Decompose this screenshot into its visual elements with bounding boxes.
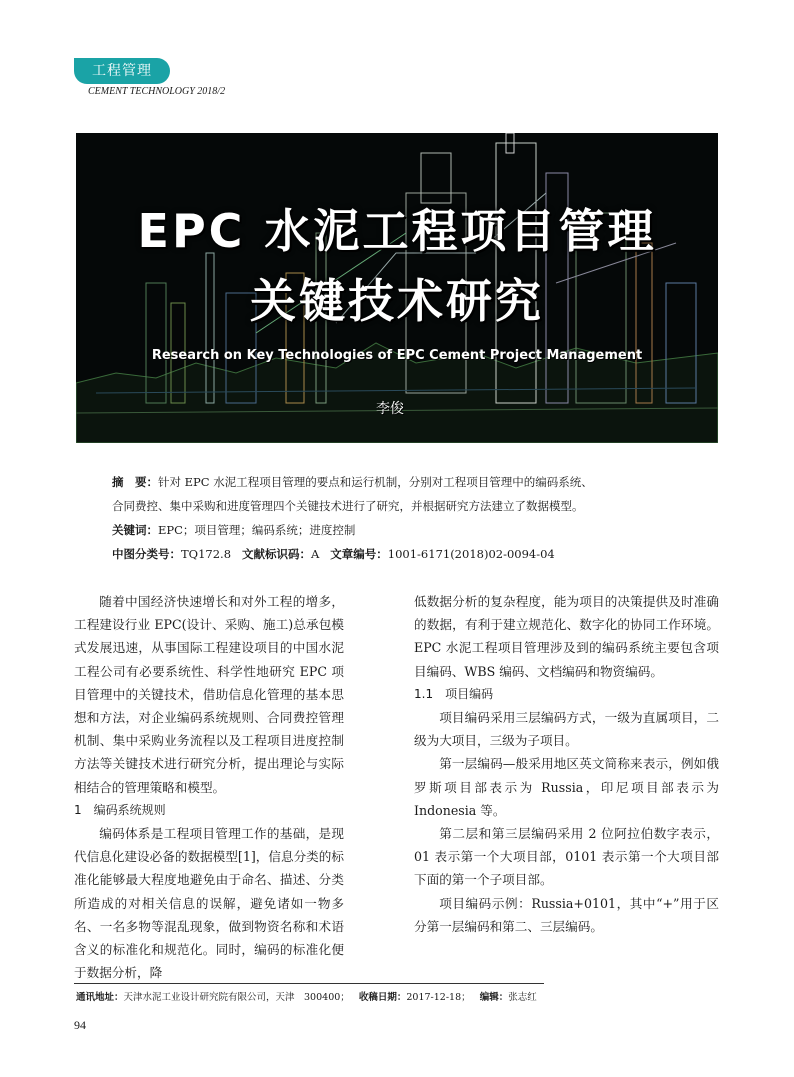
abstract-label: 摘 要：	[112, 475, 158, 489]
classification-label: 中图分类号：	[112, 547, 181, 561]
section-1-paragraph: 编码体系是工程项目管理工作的基础，是现代信息化建设必备的数据模型[1]，信息分类的标准化能够最大程度地避免由于命名、描述、分类所造成的对相关信息的误解，避免诸如一物多名、一名多物等混乱现象，做到物资名称和术语含义的标准化和规范化。同时，编码的标准化便于数据分析，降	[74, 826, 344, 981]
abstract-line-2: 合同费控、集中采购和进度管理四个关键技术进行了研究，并根据研究方法建立了数据模型。	[112, 499, 584, 513]
title-line-1: EPC 水泥工程项目管理	[137, 204, 657, 258]
banner-overlay	[76, 133, 718, 443]
journal-issue: CEMENT TECHNOLOGY 2018/2	[88, 86, 226, 97]
title-line-2: 关键技术研究	[250, 274, 544, 328]
doc-code-value: A	[311, 547, 320, 561]
section-1-1-p1: 项目编码采用三层编码方式，一级为直属项目，二级为大项目，三级为子项目。	[414, 710, 719, 749]
editor-label: 编辑：	[479, 992, 509, 1003]
keywords	[112, 522, 355, 538]
section-1-1-heading: 1.1 项目编码	[414, 686, 494, 701]
article-no-label: 文章编号：	[330, 547, 388, 561]
footnote	[76, 989, 537, 1003]
keywords-value: EPC；项目管理；编码系统；进度控制	[158, 523, 356, 537]
keywords-label: 关键词：	[112, 523, 158, 537]
title-english: Research on Key Technologies of EPC Cement Project Management	[151, 348, 643, 363]
section-1-heading: 1 编码系统规则	[74, 802, 166, 817]
classification-line	[112, 546, 555, 562]
received-value: 2017-12-18；	[406, 992, 471, 1003]
intro-paragraph: 随着中国经济快速增长和对外工程的增多，工程建设行业 EPC(设计、采购、施工)总承包模式发展迅速，从事国际工程建设项目的中国水泥工程公司有必要系统性、科学性地研究 EPC 项目管理中的关键技术，借助信息化管理的基本思想和方法，对企业编码系统规则、合同费控管理机制、集中采购业务流程以及工程项目进度控制方法等关键技术进行研究分析，提出理论与实际相结合的管理策略和模型。	[74, 594, 344, 795]
doc-code-label: 文献标识码：	[242, 547, 311, 561]
column-right	[414, 590, 719, 938]
column-left	[74, 590, 344, 984]
received-label: 收稿日期：	[358, 992, 407, 1003]
address-label: 通讯地址：	[76, 992, 124, 1003]
editor-value: 张志红	[508, 992, 537, 1003]
abstract	[112, 474, 593, 490]
footnote-divider	[74, 983, 544, 984]
page-number: 94	[74, 1018, 86, 1032]
author: 李俊	[376, 401, 404, 417]
article-no-value: 1001-6171(2018)02-0094-04	[387, 547, 555, 561]
section-1-1-p4: 项目编码示例：Russia+0101，其中“+”用于区分第一层编码和第二、三层编码。	[414, 895, 719, 934]
section-1-1-p3: 第二层和第三层编码采用 2 位阿拉伯数字表示，01 表示第一个大项目部，0101 表示第一个大项目部下面的第一个子项目部。	[414, 826, 719, 888]
address-value: 天津水泥工业设计研究院有限公司，天津 300400；	[123, 992, 350, 1003]
section-tag: 工程管理	[74, 58, 170, 84]
abstract-line-1: 针对 EPC 水泥工程项目管理的要点和运行机制，分别对工程项目管理中的编码系统、	[158, 475, 593, 489]
classification-value: TQ172.8	[181, 547, 232, 561]
column-2-paragraph: 低数据分析的复杂程度，能为项目的决策提供及时准确的数据，有利于建立规范化、数字化的协同工作环境。EPC 水泥工程项目管理涉及到的编码系统主要包含项目编码、WBS 编码、文档编码和物资编码。	[414, 594, 719, 679]
abstract-continued	[112, 498, 584, 514]
section-1-1-p2: 第一层编码—般采用地区英文简称来表示，例如俄罗斯项目部表示为 Russia，印尼项目部表示为 Indonesia 等。	[414, 756, 719, 818]
